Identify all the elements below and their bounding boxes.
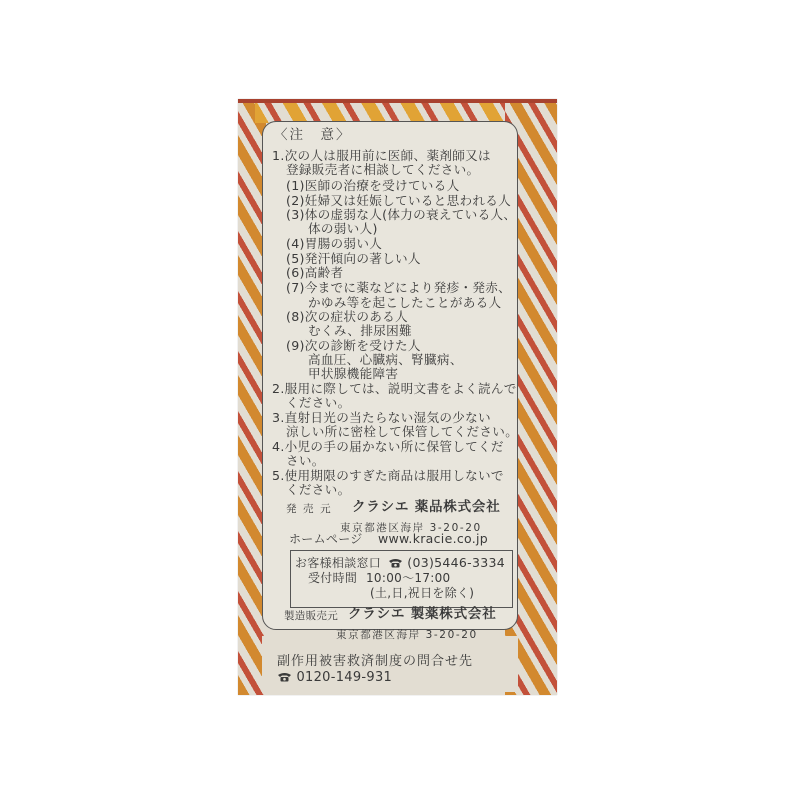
caution-line: (6)高齢者 <box>286 265 344 280</box>
contact-label: お客様相談窓口 <box>295 556 382 570</box>
caution-line: (5)発汗傾向の著しい人 <box>286 251 421 266</box>
contact-phone: (03)5446-3334 <box>407 555 505 570</box>
closed-days: (土,日,祝日を除く) <box>370 586 475 600</box>
caution-line: (7)今までに薬などにより発疹・発赤、 <box>286 280 512 295</box>
caution-line: 3.直射日光の当たらない湿気の少ない <box>272 410 491 425</box>
caution-line: さい。 <box>286 453 325 468</box>
manufacturer-address: 東京都港区海岸 3-20-20 <box>336 629 478 641</box>
caution-line: (8)次の症状のある人 <box>286 309 408 324</box>
caution-line: 涼しい所に密栓して保管してください。 <box>286 424 519 439</box>
caution-line: 甲状腺機能障害 <box>308 366 399 381</box>
caution-line: 高血圧、心臓病、腎臓病、 <box>308 352 463 367</box>
caution-line: (9)次の診断を受けた人 <box>286 338 421 353</box>
relief-phone-row <box>277 671 392 685</box>
manufacturer-label: 製造販売元 <box>284 610 338 622</box>
relief-title: 副作用被害救済制度の問合せ先 <box>277 654 474 669</box>
caution-line: (2)妊婦又は妊娠していると思われる人 <box>286 193 512 208</box>
caution-line: ください。 <box>286 482 351 497</box>
telephone-icon <box>277 672 292 682</box>
caution-line: ください。 <box>286 395 351 410</box>
caution-line: むくみ、排尿困難 <box>308 323 412 338</box>
seller-address: 東京都港区海岸 3-20-20 <box>340 522 482 534</box>
caution-line: (3)体の虚弱な人(体力の衰えている人、 <box>286 207 517 222</box>
seller-label: 発 売 元 <box>286 503 333 515</box>
relief-phone: 0120-149-931 <box>296 670 393 685</box>
manufacturer-company: クラシエ 製薬株式会社 <box>348 606 497 622</box>
hours-label: 受付時間 <box>308 571 358 585</box>
top-edge <box>238 99 557 103</box>
contact-phone-row <box>388 556 505 570</box>
caution-line: 5.使用期限のすぎた商品は服用しないで <box>272 468 504 483</box>
homepage-label: ホームページ <box>289 532 363 546</box>
caution-line: 1.次の人は服用前に医師、薬剤師又は <box>272 148 491 163</box>
caution-line: 4.小児の手の届かない所に保管してくだ <box>272 439 504 454</box>
telephone-icon <box>388 558 403 568</box>
caution-line: 2.服用に際しては、説明文書をよく読んで <box>272 381 517 396</box>
caution-line: (4)胃腸の弱い人 <box>286 236 383 251</box>
seller-company: クラシエ 薬品株式会社 <box>352 499 501 515</box>
caution-line: 体の弱い人) <box>308 221 378 236</box>
caution-heading: 〈注 意〉 <box>274 127 352 143</box>
homepage-url: www.kracie.co.jp <box>378 531 489 546</box>
hours-value: 10:00～17:00 <box>366 571 451 585</box>
caution-line: (1)医師の治療を受けている人 <box>286 178 460 193</box>
caution-line: 登録販売者に相談してください。 <box>286 162 480 177</box>
caution-line: かゆみ等を起こしたことがある人 <box>308 295 502 310</box>
